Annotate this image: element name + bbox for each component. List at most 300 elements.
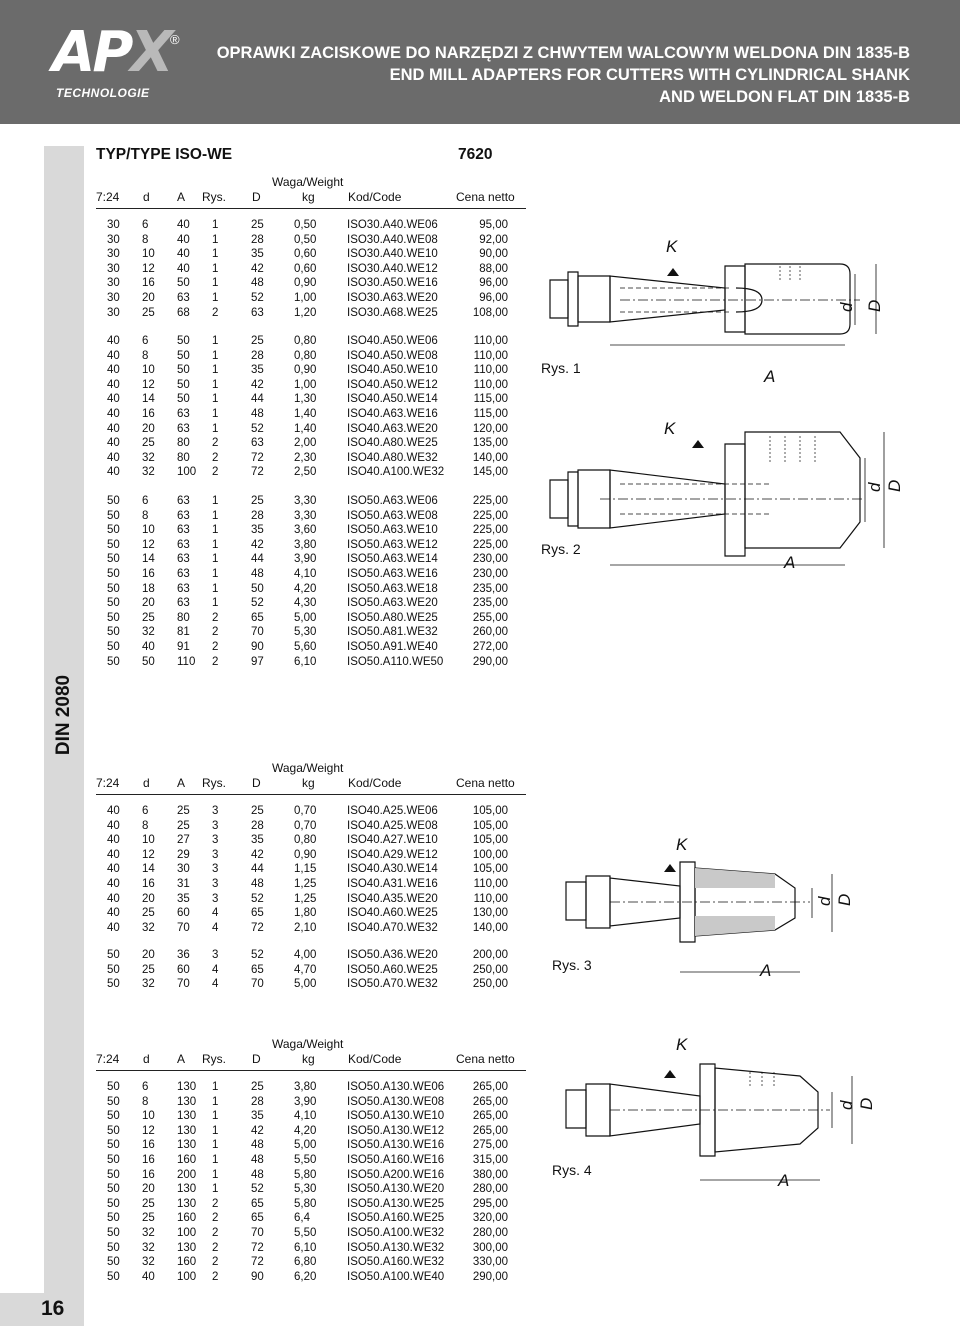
cell-weight: 0,60 [294, 262, 317, 275]
cell-weight: 1,00 [294, 378, 317, 391]
cell-code: ISO50.A130.WE10 [347, 1110, 445, 1123]
cell-dd: 72 [251, 466, 264, 479]
cell-code: ISO40.A50.WE08 [347, 349, 438, 362]
cell-taper: 50 [107, 978, 120, 991]
cell-rys: 1 [212, 524, 219, 537]
cell-code: ISO40.A27.WE10 [347, 834, 438, 847]
cell-d: 6 [142, 1081, 149, 1093]
cell-rys: 3 [212, 848, 219, 861]
fig3-dim-dd: D [835, 893, 854, 906]
cell-taper: 30 [107, 233, 120, 246]
cell-dd: 48 [251, 1139, 264, 1152]
table-row [96, 963, 526, 978]
page-title [217, 42, 910, 108]
table-row [96, 877, 526, 892]
cell-d: 32 [142, 921, 155, 934]
cell-code: ISO50.A81.WE32 [347, 626, 438, 639]
cell-code: ISO50.A130.WE25 [347, 1197, 445, 1210]
cell-d: 18 [142, 582, 155, 595]
cell-dd: 70 [251, 1226, 264, 1239]
cell-rys: 3 [212, 819, 219, 832]
cell-d: 16 [142, 407, 155, 420]
cell-a: 130 [177, 1197, 197, 1210]
cell-code: ISO50.A200.WE16 [347, 1168, 445, 1181]
cell-dd: 72 [251, 1256, 264, 1269]
cell-dd: 35 [251, 524, 264, 537]
fig2-label: Rys. 2 [541, 541, 581, 557]
cell-d: 25 [142, 306, 155, 319]
cell-rys: 1 [212, 567, 219, 580]
cell-a: 160 [177, 1256, 197, 1269]
fig3-dim-k: K [676, 835, 688, 854]
cell-weight: 6,10 [294, 1241, 317, 1254]
cell-d: 20 [142, 1183, 155, 1196]
cell-price: 145,00 [472, 466, 508, 479]
cell-rys: 3 [212, 805, 219, 817]
cell-a: 63 [177, 422, 190, 435]
figure-4-drawing [550, 1035, 890, 1190]
cell-price: 105,00 [472, 805, 508, 817]
standard-label: DIN 2080 [53, 674, 74, 756]
col-rys: Rys. [202, 1052, 226, 1066]
col-taper: 7:24 [96, 776, 120, 790]
table2-rule [96, 794, 526, 795]
cell-d: 10 [142, 248, 155, 261]
cell-taper: 40 [107, 422, 120, 435]
cell-weight: 6,20 [294, 1270, 317, 1283]
cell-rys: 2 [212, 451, 219, 464]
cell-weight: 0,90 [294, 277, 317, 290]
cell-rys: 1 [212, 1139, 219, 1152]
table-row [96, 1197, 526, 1212]
page-number-box [0, 1293, 84, 1326]
cell-taper: 50 [107, 509, 120, 522]
cell-a: 63 [177, 495, 190, 507]
cell-weight: 5,80 [294, 1168, 317, 1181]
cell-rys: 1 [212, 233, 219, 246]
cell-weight: 6,10 [294, 655, 317, 668]
table-row [96, 1080, 526, 1095]
cell-dd: 25 [251, 495, 264, 507]
cell-a: 91 [177, 640, 190, 653]
cell-price: 255,00 [472, 611, 508, 624]
cell-code: ISO40.A50.WE06 [347, 335, 438, 347]
cell-price: 105,00 [472, 863, 508, 876]
cell-dd: 50 [251, 582, 264, 595]
cell-weight: 0,90 [294, 364, 317, 377]
cell-weight: 5,60 [294, 640, 317, 653]
cell-rys: 1 [212, 538, 219, 551]
figure-2-drawing [540, 410, 904, 572]
cell-d: 25 [142, 1197, 155, 1210]
page-number: 16 [41, 1297, 65, 1320]
cell-rys: 4 [212, 907, 219, 920]
cell-dd: 90 [251, 1270, 264, 1283]
cell-d: 20 [142, 949, 155, 961]
cell-rys: 3 [212, 863, 219, 876]
cell-rys: 1 [212, 1081, 219, 1093]
col-rys: Rys. [202, 190, 226, 204]
cell-code: ISO40.A30.WE14 [347, 863, 438, 876]
cell-d: 6 [142, 495, 149, 507]
cell-a: 50 [177, 393, 190, 406]
cell-taper: 50 [107, 597, 120, 610]
fig4-dim-a: A [778, 1171, 790, 1190]
table-row [96, 1138, 526, 1153]
fig1-dim-k: K [666, 237, 678, 256]
fig1-dim-d: d [837, 302, 856, 312]
cell-d: 32 [142, 1256, 155, 1269]
col-kg: kg [302, 190, 315, 204]
cell-code: ISO30.A40.WE10 [347, 248, 438, 261]
cell-price: 280,00 [472, 1183, 508, 1196]
cell-rys: 2 [212, 1241, 219, 1254]
cell-code: ISO50.A130.WE20 [347, 1183, 445, 1196]
col-code: Kod/Code [348, 1052, 402, 1066]
table-row [96, 848, 526, 863]
cell-taper: 40 [107, 349, 120, 362]
cell-a: 110 [177, 655, 196, 668]
cell-d: 6 [142, 219, 149, 231]
col-taper: 7:24 [96, 1052, 120, 1066]
type-number: 7620 [458, 146, 493, 163]
cell-weight: 5,80 [294, 1197, 317, 1210]
cell-price: 108,00 [472, 306, 508, 319]
cell-a: 100 [177, 1226, 197, 1239]
table-row [96, 1182, 526, 1197]
table-row [96, 1109, 526, 1124]
cell-weight: 5,50 [294, 1153, 317, 1166]
cell-price: 96,00 [479, 277, 508, 290]
cell-d: 8 [142, 509, 149, 522]
cell-dd: 65 [251, 611, 264, 624]
cell-rys: 2 [212, 1256, 219, 1269]
cell-price: 265,00 [472, 1124, 508, 1137]
cell-d: 32 [142, 466, 155, 479]
cell-taper: 50 [107, 1270, 120, 1283]
cell-code: ISO40.A25.WE08 [347, 819, 438, 832]
cell-taper: 30 [107, 277, 120, 290]
cell-taper: 50 [107, 1256, 120, 1269]
cell-code: ISO50.A100.WE40 [347, 1270, 445, 1283]
cell-taper: 40 [107, 466, 120, 479]
cell-price: 280,00 [472, 1226, 508, 1239]
cell-price: 225,00 [472, 509, 508, 522]
table-row [96, 1255, 526, 1270]
cell-price: 300,00 [472, 1241, 508, 1254]
cell-a: 60 [177, 907, 190, 920]
cell-weight: 2,50 [294, 466, 317, 479]
cell-price: 315,00 [472, 1153, 508, 1166]
cell-a: 130 [177, 1110, 197, 1123]
cell-a: 81 [177, 626, 190, 639]
table-row [96, 392, 526, 407]
cell-price: 330,00 [472, 1256, 508, 1269]
cell-weight: 6,80 [294, 1256, 317, 1269]
table1-group-50 [96, 494, 526, 669]
cell-a: 80 [177, 451, 190, 464]
cell-weight: 1,15 [294, 863, 317, 876]
table-row [96, 1241, 526, 1256]
cell-price: 275,00 [472, 1139, 508, 1152]
cell-dd: 52 [251, 949, 264, 961]
cell-d: 16 [142, 277, 155, 290]
cell-price: 140,00 [472, 451, 508, 464]
cell-d: 8 [142, 819, 149, 832]
cell-weight: 5,50 [294, 1226, 317, 1239]
cell-code: ISO50.A63.WE08 [347, 509, 438, 522]
table-row [96, 494, 526, 509]
table-row [96, 921, 526, 936]
table-row [96, 291, 526, 306]
cell-price: 380,00 [472, 1168, 508, 1181]
cell-price: 110,00 [473, 892, 508, 905]
cell-dd: 90 [251, 640, 264, 653]
table-row [96, 233, 526, 248]
cell-code: ISO50.A160.WE16 [347, 1153, 445, 1166]
cell-a: 36 [177, 949, 190, 961]
cell-taper: 40 [107, 892, 120, 905]
cell-d: 16 [142, 1139, 155, 1152]
fig1-label: Rys. 1 [541, 360, 581, 376]
cell-dd: 72 [251, 451, 264, 464]
cell-price: 265,00 [472, 1095, 508, 1108]
cell-code: ISO40.A60.WE25 [347, 907, 438, 920]
cell-a: 50 [177, 349, 190, 362]
cell-a: 130 [177, 1124, 197, 1137]
cell-weight: 1,30 [294, 393, 317, 406]
apx-logo [44, 20, 182, 108]
cell-a: 35 [177, 892, 190, 905]
cell-d: 50 [142, 655, 155, 668]
cell-code: ISO40.A63.WE20 [347, 422, 438, 435]
fig3-dim-d: d [815, 896, 834, 906]
cell-rys: 1 [212, 1183, 219, 1196]
k-marker-icon [692, 440, 704, 448]
k-marker-icon [664, 864, 676, 872]
cell-dd: 65 [251, 907, 264, 920]
cell-taper: 50 [107, 538, 120, 551]
cell-dd: 42 [251, 848, 264, 861]
cell-a: 80 [177, 611, 190, 624]
cell-weight: 2,00 [294, 437, 317, 450]
cell-dd: 44 [251, 553, 264, 566]
table-row [96, 582, 526, 597]
cell-price: 235,00 [472, 582, 508, 595]
cell-dd: 44 [251, 863, 264, 876]
cell-a: 63 [177, 291, 190, 304]
cell-rys: 1 [212, 248, 219, 261]
cell-taper: 40 [107, 877, 120, 890]
cell-a: 63 [177, 567, 190, 580]
cell-rys: 2 [212, 1197, 219, 1210]
cell-a: 40 [177, 262, 190, 275]
cell-rys: 1 [212, 509, 219, 522]
cell-dd: 65 [251, 963, 264, 976]
cell-dd: 42 [251, 1124, 264, 1137]
cell-rys: 2 [212, 1212, 219, 1225]
fig4-dim-k: K [676, 1035, 688, 1054]
cell-weight: 0,50 [294, 219, 317, 231]
fig4-label: Rys. 4 [552, 1162, 592, 1178]
cell-dd: 52 [251, 291, 264, 304]
cell-rys: 2 [212, 1270, 219, 1283]
cell-d: 20 [142, 892, 155, 905]
table-row [96, 1211, 526, 1226]
cell-price: 105,00 [472, 834, 508, 847]
cell-rys: 2 [212, 466, 219, 479]
cell-weight: 1,40 [294, 422, 317, 435]
cell-rys: 3 [212, 877, 219, 890]
col-kg: kg [302, 776, 315, 790]
cell-taper: 50 [107, 1226, 120, 1239]
cell-d: 16 [142, 1153, 155, 1166]
table2-group-50 [96, 948, 526, 992]
cell-dd: 48 [251, 407, 264, 420]
title-line-1: OPRAWKI ZACISKOWE DO NARZĘDZI Z CHWYTEM WALCOWYM WELDONA DIN 1835-B [216, 44, 910, 62]
cell-a: 200 [177, 1168, 197, 1181]
cell-weight: 1,20 [294, 306, 317, 319]
cell-rys: 1 [212, 262, 219, 275]
cell-code: ISO40.A50.WE10 [347, 364, 438, 377]
cell-d: 10 [142, 364, 155, 377]
cell-weight: 4,00 [294, 949, 317, 961]
cell-dd: 52 [251, 597, 264, 610]
cell-weight: 3,80 [294, 538, 317, 551]
cell-code: ISO50.A160.WE32 [347, 1256, 445, 1269]
cell-weight: 3,80 [294, 1081, 317, 1093]
cell-taper: 50 [107, 1241, 120, 1254]
cell-dd: 48 [251, 1153, 264, 1166]
table-row [96, 819, 526, 834]
cell-rys: 2 [212, 306, 219, 319]
cell-dd: 42 [251, 538, 264, 551]
cell-code: ISO40.A50.WE14 [347, 393, 438, 406]
cell-dd: 28 [251, 509, 264, 522]
cell-taper: 40 [107, 437, 120, 450]
cell-a: 63 [177, 582, 190, 595]
cell-a: 25 [177, 819, 190, 832]
cell-weight: 0,80 [294, 335, 317, 347]
col-d: d [143, 190, 150, 204]
col-d: d [143, 776, 150, 790]
cell-taper: 50 [107, 1139, 120, 1152]
cell-rys: 2 [212, 655, 219, 668]
table1-header [96, 174, 526, 208]
cell-a: 100 [177, 466, 197, 479]
cell-taper: 50 [107, 626, 120, 639]
cell-d: 32 [142, 626, 155, 639]
cell-code: ISO50.A130.WE06 [347, 1081, 445, 1093]
col-dd: D [252, 1052, 261, 1066]
cell-a: 63 [177, 407, 190, 420]
fig1-dim-a: A [764, 367, 776, 386]
col-kg: kg [302, 1052, 315, 1066]
table-row [96, 436, 526, 451]
cell-price: 110,00 [473, 378, 508, 391]
table-row [96, 640, 526, 655]
cell-dd: 25 [251, 805, 264, 817]
table-row [96, 334, 526, 349]
cell-taper: 50 [107, 949, 120, 961]
cell-rys: 1 [212, 407, 219, 420]
cell-price: 260,00 [472, 626, 508, 639]
cell-d: 40 [142, 640, 155, 653]
cell-taper: 50 [107, 1212, 120, 1225]
table-row [96, 422, 526, 437]
cell-a: 70 [177, 921, 190, 934]
cell-dd: 25 [251, 1081, 264, 1093]
cell-taper: 50 [107, 1081, 120, 1093]
cell-rys: 1 [212, 553, 219, 566]
cell-price: 110,00 [473, 349, 508, 362]
cell-price: 110,00 [473, 877, 508, 890]
cell-weight: 0,80 [294, 349, 317, 362]
registered-mark: ® [170, 32, 180, 47]
table-row [96, 523, 526, 538]
cell-dd: 72 [251, 1241, 264, 1254]
cell-d: 20 [142, 597, 155, 610]
cell-rys: 1 [212, 335, 219, 347]
cell-taper: 40 [107, 335, 120, 347]
cell-dd: 48 [251, 1168, 264, 1181]
cell-dd: 35 [251, 1110, 264, 1123]
cell-taper: 40 [107, 378, 120, 391]
cell-code: ISO50.A63.WE06 [347, 495, 438, 507]
cell-weight: 1,40 [294, 407, 317, 420]
cell-taper: 50 [107, 495, 120, 507]
cell-taper: 50 [107, 524, 120, 537]
cell-rys: 1 [212, 495, 219, 507]
cell-weight: 5,30 [294, 626, 317, 639]
cell-a: 27 [177, 834, 190, 847]
table-row [96, 1226, 526, 1241]
cell-taper: 30 [107, 219, 120, 231]
cell-taper: 50 [107, 655, 120, 668]
cell-a: 31 [177, 877, 190, 890]
cell-a: 68 [177, 306, 190, 319]
cell-price: 265,00 [472, 1110, 508, 1123]
cell-price: 115,00 [473, 407, 508, 420]
cell-weight: 4,70 [294, 963, 317, 976]
cell-rys: 1 [212, 219, 219, 231]
cell-d: 12 [142, 262, 155, 275]
cell-d: 32 [142, 978, 155, 991]
cell-a: 40 [177, 219, 190, 231]
cell-dd: 28 [251, 349, 264, 362]
cell-taper: 50 [107, 553, 120, 566]
cell-weight: 4,10 [294, 1110, 317, 1123]
cell-price: 225,00 [472, 495, 508, 507]
cell-a: 25 [177, 805, 190, 817]
cell-taper: 30 [107, 306, 120, 319]
cell-dd: 72 [251, 921, 264, 934]
cell-dd: 52 [251, 892, 264, 905]
cell-dd: 70 [251, 978, 264, 991]
cell-taper: 40 [107, 364, 120, 377]
cell-a: 63 [177, 597, 190, 610]
cell-price: 100,00 [472, 848, 508, 861]
cell-weight: 1,80 [294, 907, 317, 920]
cell-code: ISO40.A31.WE16 [347, 877, 438, 890]
cell-taper: 40 [107, 834, 120, 847]
cell-taper: 40 [107, 451, 120, 464]
cell-weight: 4,30 [294, 597, 317, 610]
table-row [96, 262, 526, 277]
hatched-section [695, 868, 775, 888]
cell-taper: 50 [107, 1183, 120, 1196]
table-row [96, 611, 526, 626]
